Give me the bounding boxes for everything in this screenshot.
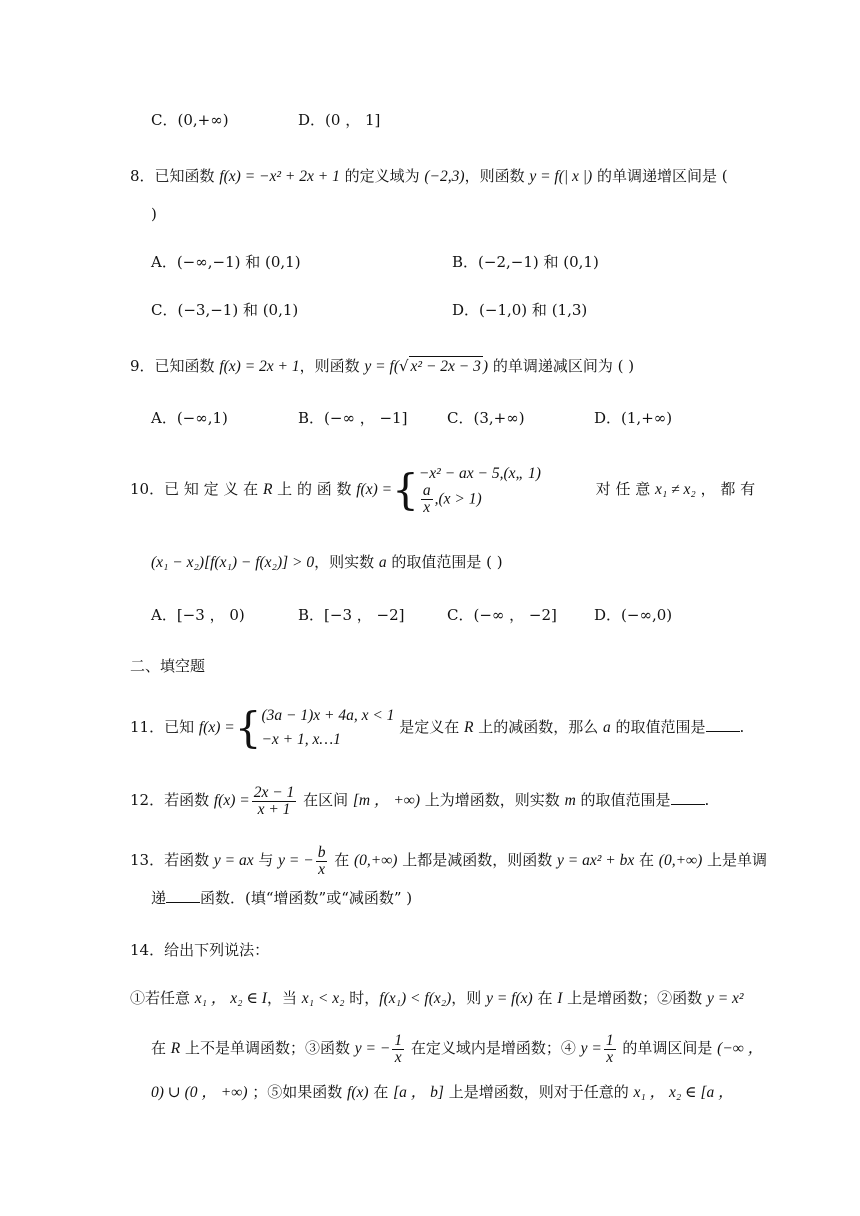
q8-text3: ，则函数 bbox=[464, 167, 530, 185]
q8-close-paren: ) bbox=[151, 205, 157, 223]
q10-cond: x₁ ≠ x₂ bbox=[655, 481, 696, 498]
q10-text4: ， 都 有 bbox=[695, 480, 756, 498]
q10-stem bbox=[130, 464, 755, 516]
q13-text5: 在 bbox=[634, 851, 659, 869]
q12-stem bbox=[130, 780, 709, 821]
q14-l3-text2: 在 bbox=[368, 1083, 394, 1101]
q10-fx: f(x) = bbox=[356, 481, 393, 498]
q12-denominator: x + 1 bbox=[257, 800, 291, 818]
q11-a: a bbox=[602, 719, 611, 736]
q14-l1-text: ①若任意 bbox=[130, 989, 195, 1007]
q12-text2: 在区间 bbox=[298, 791, 353, 809]
q13-text2: 与 bbox=[253, 851, 279, 869]
q10-case2-den: x bbox=[423, 498, 431, 516]
q13-f3: y = ax² + bx bbox=[557, 852, 635, 869]
q11-text: 已知 bbox=[164, 718, 199, 736]
q14-l1-text5: 在 bbox=[532, 989, 558, 1007]
q10-case2-frac bbox=[421, 483, 433, 516]
q8-option-b: B．(−2,−1) 和 (0,1) bbox=[452, 253, 599, 271]
left-brace-icon: { bbox=[234, 703, 262, 752]
q12-text: 若函数 bbox=[164, 791, 214, 809]
q14-l1-math6: y = x² bbox=[706, 990, 744, 1007]
left-brace-icon: { bbox=[392, 465, 419, 514]
q14-l2-frac2 bbox=[604, 1033, 616, 1066]
q12-fx: f(x) = bbox=[213, 792, 250, 809]
q13-line2-text: 递 bbox=[151, 889, 167, 907]
q10-line2-text: ，则实数 bbox=[314, 553, 379, 571]
q9-text2: ，则函数 bbox=[299, 357, 365, 375]
q10-option-d: D．(−∞,0) bbox=[594, 606, 673, 624]
q10-option-c: C．(−∞ ， −2] bbox=[447, 606, 557, 624]
q9-function: f(x) = 2x + 1 bbox=[219, 358, 300, 375]
q9-option-a: A．(−∞,1) bbox=[151, 409, 228, 427]
q9-text: 已知函数 bbox=[154, 357, 220, 375]
q10-a: a bbox=[378, 554, 387, 571]
q8-option-a: A．(−∞,−1) 和 (0,1) bbox=[151, 253, 301, 271]
q14-l2-math3: (−∞ ， bbox=[717, 1040, 764, 1057]
q11-stem bbox=[130, 702, 744, 753]
q11-text4: 的取值范围是 bbox=[610, 718, 706, 736]
q13-f2-den: x bbox=[318, 860, 326, 878]
q14-l2-frac bbox=[392, 1033, 404, 1066]
q9-stem bbox=[130, 356, 634, 377]
q11-text2: 是定义在 bbox=[394, 718, 464, 736]
q13-f1: y = ax bbox=[213, 852, 254, 869]
q13-number: 13． bbox=[130, 851, 165, 869]
q10-cases bbox=[419, 465, 541, 516]
q13-line2-text2: 函数．(填“增函数”或“减函数” ) bbox=[200, 889, 413, 907]
q14-l1-math3: f(x₁) < f(x₂) bbox=[379, 990, 452, 1007]
q7-option-c: C．(0,+∞) bbox=[151, 111, 229, 129]
q14-l3-math: 0) ∪ (0 ， +∞) bbox=[151, 1084, 248, 1101]
q11-cases bbox=[261, 704, 394, 752]
q14-line1 bbox=[130, 988, 744, 1009]
q10-line2-text2: 的取值范围是 ( ) bbox=[386, 553, 503, 571]
q12-interval: [m ， +∞) bbox=[352, 792, 421, 809]
q14-l3-text: ；⑤如果函数 bbox=[247, 1083, 348, 1101]
q11-answer-blank[interactable] bbox=[706, 731, 740, 732]
q14-l2-frac2-den: x bbox=[606, 1048, 614, 1066]
q10-case2-cond: ,(x > 1) bbox=[434, 490, 482, 507]
q13-text6: 上是单调 bbox=[702, 851, 768, 869]
q14-l1-math: x₁ ， x₂ ∈ I bbox=[194, 990, 267, 1007]
q14-l1-text2: ，当 bbox=[266, 989, 302, 1007]
q14-l3-text3: 上是增函数，则对于任意的 bbox=[443, 1083, 634, 1101]
q8-text2: 的定义域为 bbox=[339, 167, 425, 185]
q14-l1-math4: y = f(x) bbox=[486, 990, 533, 1007]
q10-option-b: B．[−3 ， −2] bbox=[298, 606, 405, 624]
section-heading: 二、填空题 bbox=[130, 657, 206, 675]
q8-function2: y = f(| x |) bbox=[529, 168, 593, 185]
q11-R: R bbox=[463, 719, 474, 736]
q13-f2-num: b bbox=[317, 843, 326, 861]
q13-text3: 在 bbox=[329, 851, 354, 869]
q14-l2-text4: 的单调区间是 bbox=[617, 1039, 718, 1057]
q10-text3: 对 任 意 bbox=[590, 480, 656, 498]
q10-case2-num: a bbox=[422, 481, 431, 499]
q14-line3 bbox=[151, 1082, 734, 1103]
q14-l2-frac2-num: 1 bbox=[605, 1031, 614, 1049]
q8-domain: (−2,3) bbox=[424, 168, 465, 185]
q9-option-c: C．(3,+∞) bbox=[447, 409, 525, 427]
q14-number: 14． bbox=[130, 941, 165, 959]
q10-line2 bbox=[151, 552, 503, 573]
q9-option-d: D．(1,+∞) bbox=[594, 409, 673, 427]
q13-f2: y = − bbox=[278, 852, 314, 869]
q14-title: 给出下列说法： bbox=[164, 941, 270, 959]
q8-text4: 的单调递增区间是 ( bbox=[592, 167, 728, 185]
q14-l2-text3: 在定义域内是增函数；④ bbox=[406, 1039, 581, 1057]
q9-text3: 的单调递减区间为 ( ) bbox=[488, 357, 635, 375]
q10-text: 已 知 定 义 在 bbox=[164, 480, 263, 498]
q8-function: f(x) = −x² + 2x + 1 bbox=[219, 168, 340, 185]
q14-l2-text: 在 bbox=[151, 1039, 171, 1057]
q10-option-a: A．[−3 ， 0) bbox=[151, 606, 245, 624]
q13-f2-frac bbox=[316, 845, 328, 878]
q8-stem bbox=[130, 166, 728, 187]
q10-case2 bbox=[419, 483, 541, 516]
q14-l1-math2: x₁ < x₂ bbox=[301, 990, 345, 1007]
q14-l1-text4: ，则 bbox=[451, 989, 487, 1007]
q8-text: 已知函数 bbox=[154, 167, 220, 185]
q14-l1-text3: 时， bbox=[344, 989, 380, 1007]
q12-m: m bbox=[564, 792, 576, 809]
q8-number: 8． bbox=[130, 167, 155, 185]
q14-l3-math2: f(x) bbox=[347, 1084, 369, 1101]
q11-text3: 上的减函数，那么 bbox=[473, 718, 603, 736]
q9-function2-close: ) bbox=[482, 358, 489, 375]
q11-case2: −x + 1, x…1 bbox=[261, 731, 341, 748]
q13-text4: 上都是减函数，则函数 bbox=[397, 851, 558, 869]
q11-number: 11． bbox=[130, 718, 165, 736]
q14-l2-text2: 上不是单调函数；③函数 bbox=[180, 1039, 355, 1057]
q14-l2-math2: y = bbox=[580, 1040, 602, 1057]
q9-radicand: x² − 2x − 3 bbox=[410, 358, 481, 375]
q10-R: R bbox=[262, 481, 273, 498]
q14-l1-text6: 上是增函数；②函数 bbox=[562, 989, 707, 1007]
q13-text: 若函数 bbox=[164, 851, 214, 869]
q13-answer-blank[interactable] bbox=[166, 902, 200, 903]
q11-fx: f(x) = bbox=[198, 719, 235, 736]
q14-l3-math4: x₁ ， x₂ ∈ [a ， bbox=[633, 1084, 734, 1101]
q9-number: 9． bbox=[130, 357, 155, 375]
q14-l3-math3: [a ， b] bbox=[393, 1084, 444, 1101]
q14-l2-math: y = − bbox=[354, 1040, 391, 1057]
q11-case1: (3a − 1)x + 4a, x < 1 bbox=[261, 707, 395, 724]
q9-option-b: B．(−∞ ， −1] bbox=[298, 409, 408, 427]
q7-option-d: D．(0 ， 1] bbox=[298, 111, 381, 129]
q14-l2-frac-num: 1 bbox=[394, 1031, 403, 1049]
sqrt-sign: √ bbox=[398, 357, 409, 375]
q14-l1-math5: I bbox=[557, 990, 563, 1007]
q12-text3: 上为增函数，则实数 bbox=[420, 791, 565, 809]
q12-numerator: 2x − 1 bbox=[253, 783, 295, 801]
q14-l2-R: R bbox=[170, 1040, 181, 1057]
q12-answer-blank[interactable] bbox=[671, 804, 705, 805]
q10-text2: 上 的 函 数 bbox=[272, 480, 357, 498]
q12-fraction bbox=[252, 785, 297, 818]
q14-l2-frac-den: x bbox=[394, 1048, 402, 1066]
q12-end: . bbox=[704, 791, 710, 809]
q12-text4: 的取值范围是 bbox=[575, 791, 671, 809]
q11-end: . bbox=[739, 718, 745, 736]
q10-number: 10． bbox=[130, 480, 165, 498]
q13-int1: (0,+∞) bbox=[354, 852, 398, 869]
q9-function2-open: y = f( bbox=[364, 358, 399, 375]
q13-int2: (0,+∞) bbox=[658, 852, 703, 869]
q13-stem bbox=[130, 840, 767, 881]
q10-inequality: (x₁ − x₂)[f(x₁) − f(x₂)] > 0 bbox=[151, 554, 315, 571]
q12-number: 12． bbox=[130, 791, 165, 809]
q14-line2 bbox=[151, 1028, 763, 1069]
q8-option-c: C．(−3,−1) 和 (0,1) bbox=[151, 301, 299, 319]
q13-line2 bbox=[151, 888, 412, 908]
q14-stem bbox=[130, 940, 269, 960]
q8-option-d: D．(−1,0) 和 (1,3) bbox=[452, 301, 588, 319]
q10-case1: −x² − ax − 5,(x„ 1) bbox=[418, 464, 541, 482]
